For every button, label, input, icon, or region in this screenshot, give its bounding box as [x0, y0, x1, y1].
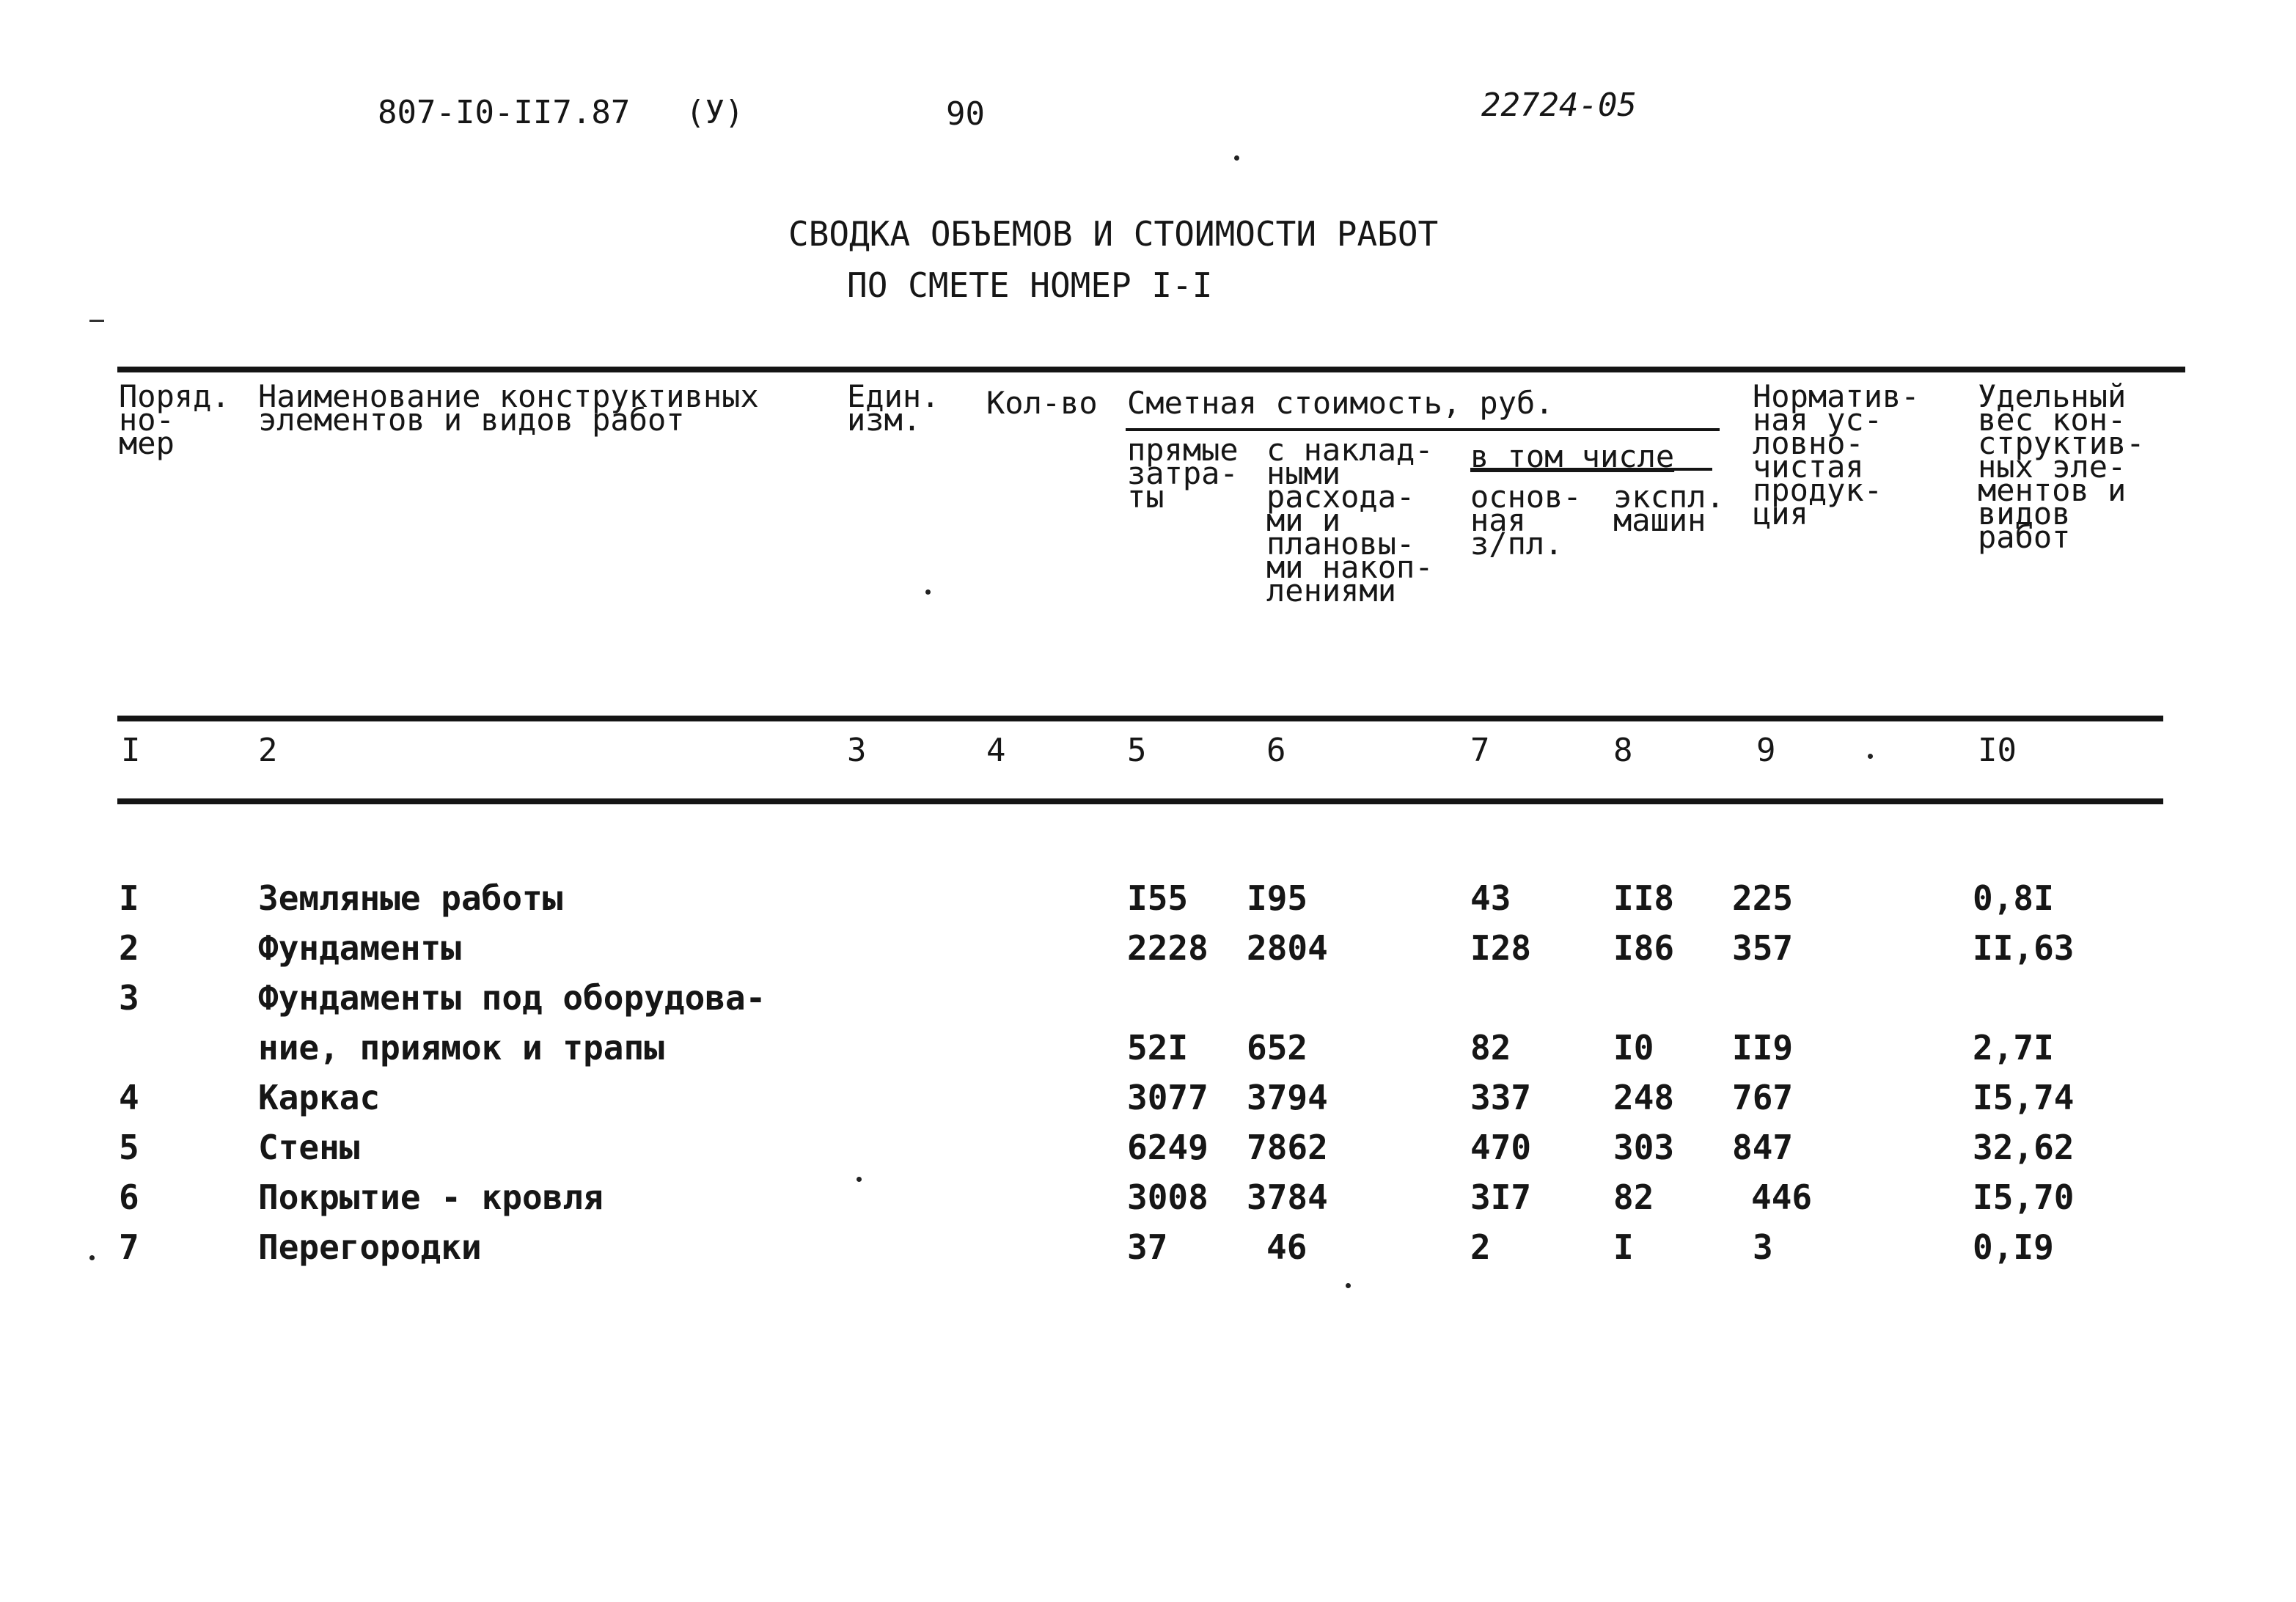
cell-specific-weight: I5,70 — [1973, 1177, 2075, 1217]
col-header-order-number: Поряд. но- мер — [119, 378, 230, 461]
cell-with-overhead: 3794 — [1247, 1078, 1328, 1117]
cell-specific-weight: 32,62 — [1973, 1128, 2075, 1167]
cell-normative-production: 767 — [1732, 1078, 1794, 1117]
row-name: Земляные работы — [258, 878, 563, 918]
cell-machine-operation: I0 — [1613, 1028, 1654, 1068]
cell-normative-production: 357 — [1732, 928, 1794, 968]
scan-speck — [89, 1255, 95, 1260]
col-header-direct-costs: прямые затра- ты — [1127, 432, 1239, 515]
row-number: 4 — [119, 1078, 139, 1117]
cell-base-wages: I28 — [1470, 928, 1532, 968]
sheet-code: 22724-05 — [1481, 87, 1637, 124]
col-header-machine-operation: экспл. машин — [1613, 479, 1725, 538]
row-name: Фундаменты под оборудова- — [258, 978, 766, 1018]
col-number: 6 — [1266, 732, 1286, 769]
cell-specific-weight: II,63 — [1973, 928, 2075, 968]
col-number: I — [121, 732, 141, 769]
col-number: 7 — [1470, 732, 1490, 769]
document-subtitle: ПО СМЕТЕ НОМЕР I-I — [847, 265, 1213, 305]
col-number: 9 — [1756, 732, 1776, 769]
scan-speck — [857, 1177, 862, 1182]
col-header-with-overhead: с наклад- ными расхода- ми и плановы- ми накоп- лениями — [1266, 432, 1434, 609]
cell-base-wages: 82 — [1470, 1028, 1511, 1068]
row-name: Фундаменты — [258, 928, 461, 968]
cell-with-overhead: I95 — [1247, 878, 1308, 918]
col-number: 5 — [1127, 732, 1147, 769]
cell-normative-production: 446 — [1751, 1177, 1813, 1217]
cell-with-overhead: 652 — [1247, 1028, 1308, 1068]
cell-base-wages: 3I7 — [1470, 1177, 1532, 1217]
row-number: 7 — [119, 1227, 139, 1267]
row-number: 5 — [119, 1128, 139, 1167]
row-number: I — [119, 878, 139, 918]
cell-direct-costs: 2228 — [1127, 928, 1208, 968]
col-number: I0 — [1978, 732, 2017, 769]
col-number: 4 — [986, 732, 1006, 769]
cell-specific-weight: 0,I9 — [1973, 1227, 2054, 1267]
cell-direct-costs: 3008 — [1127, 1177, 1208, 1217]
cell-normative-production: II9 — [1732, 1028, 1794, 1068]
col-header-base-wages: основ- ная з/пл. — [1470, 479, 1582, 562]
col-header-quantity: Кол-во — [986, 385, 1098, 421]
row-number: 6 — [119, 1177, 139, 1217]
col-number: 3 — [847, 732, 867, 769]
cell-specific-weight: 0,8I — [1973, 878, 2054, 918]
cost-group-rule — [1126, 428, 1720, 431]
scan-speck — [1346, 1283, 1351, 1288]
column-numbers-rule — [117, 798, 2163, 804]
col-header-normative-production: Норматив- ная ус- ловно- чистая продук- ция — [1753, 378, 1920, 532]
project-code: 807-I0-II7.87 — [378, 94, 631, 131]
cell-with-overhead: 2804 — [1247, 928, 1328, 968]
project-variant: (У) — [686, 94, 744, 131]
cell-machine-operation: 248 — [1613, 1078, 1675, 1117]
row-name: Каркас — [258, 1078, 381, 1117]
row-name: Стены — [258, 1128, 360, 1167]
scan-speck — [1234, 155, 1239, 161]
cell-normative-production: 225 — [1732, 878, 1794, 918]
col-header-unit: Един. изм. — [847, 378, 940, 438]
cell-base-wages: 2 — [1470, 1227, 1491, 1267]
cell-with-overhead: 7862 — [1247, 1128, 1328, 1167]
col-header-including: в том числе — [1470, 438, 1675, 474]
cell-normative-production: 3 — [1753, 1227, 1773, 1267]
scan-speck — [89, 320, 104, 322]
scan-speck — [1868, 754, 1873, 759]
page-number: 90 — [946, 95, 985, 133]
col-header-name: Наименование конструктивных элементов и видов работ — [258, 378, 759, 438]
cell-direct-costs: 37 — [1127, 1227, 1168, 1267]
cell-machine-operation: 82 — [1613, 1177, 1654, 1217]
col-number: 8 — [1613, 732, 1633, 769]
cell-direct-costs: 52I — [1127, 1028, 1189, 1068]
cell-machine-operation: I — [1613, 1227, 1634, 1267]
cell-machine-operation: 303 — [1613, 1128, 1675, 1167]
cell-base-wages: 470 — [1470, 1128, 1532, 1167]
row-name: Покрытие - кровля — [258, 1177, 604, 1217]
row-number: 2 — [119, 928, 139, 968]
cell-with-overhead: 3784 — [1247, 1177, 1328, 1217]
cell-with-overhead: 46 — [1266, 1227, 1307, 1267]
cell-specific-weight: 2,7I — [1973, 1028, 2054, 1068]
cell-base-wages: 337 — [1470, 1078, 1532, 1117]
scan-speck — [925, 589, 931, 595]
cell-direct-costs: 6249 — [1127, 1128, 1208, 1167]
cell-machine-operation: II8 — [1613, 878, 1675, 918]
table-top-rule — [117, 367, 2185, 372]
col-number: 2 — [258, 732, 278, 769]
cell-direct-costs: 3077 — [1127, 1078, 1208, 1117]
col-header-specific-weight: Удельный вес кон- структив- ных эле- ментов и видов работ — [1978, 378, 2145, 555]
row-name: ние, приямок и трапы — [258, 1028, 664, 1068]
cell-normative-production: 847 — [1732, 1128, 1794, 1167]
col-header-estimated-cost: Сметная стоимость, руб. — [1127, 385, 1554, 421]
cell-base-wages: 43 — [1470, 878, 1511, 918]
cell-specific-weight: I5,74 — [1973, 1078, 2075, 1117]
document-title: СВОДКА ОБЪЕМОВ И СТОИМОСТИ РАБОТ — [788, 214, 1439, 254]
header-bottom-rule — [117, 716, 2163, 721]
cell-machine-operation: I86 — [1613, 928, 1675, 968]
row-name: Перегородки — [258, 1227, 482, 1267]
row-number: 3 — [119, 978, 139, 1018]
cell-direct-costs: I55 — [1127, 878, 1189, 918]
